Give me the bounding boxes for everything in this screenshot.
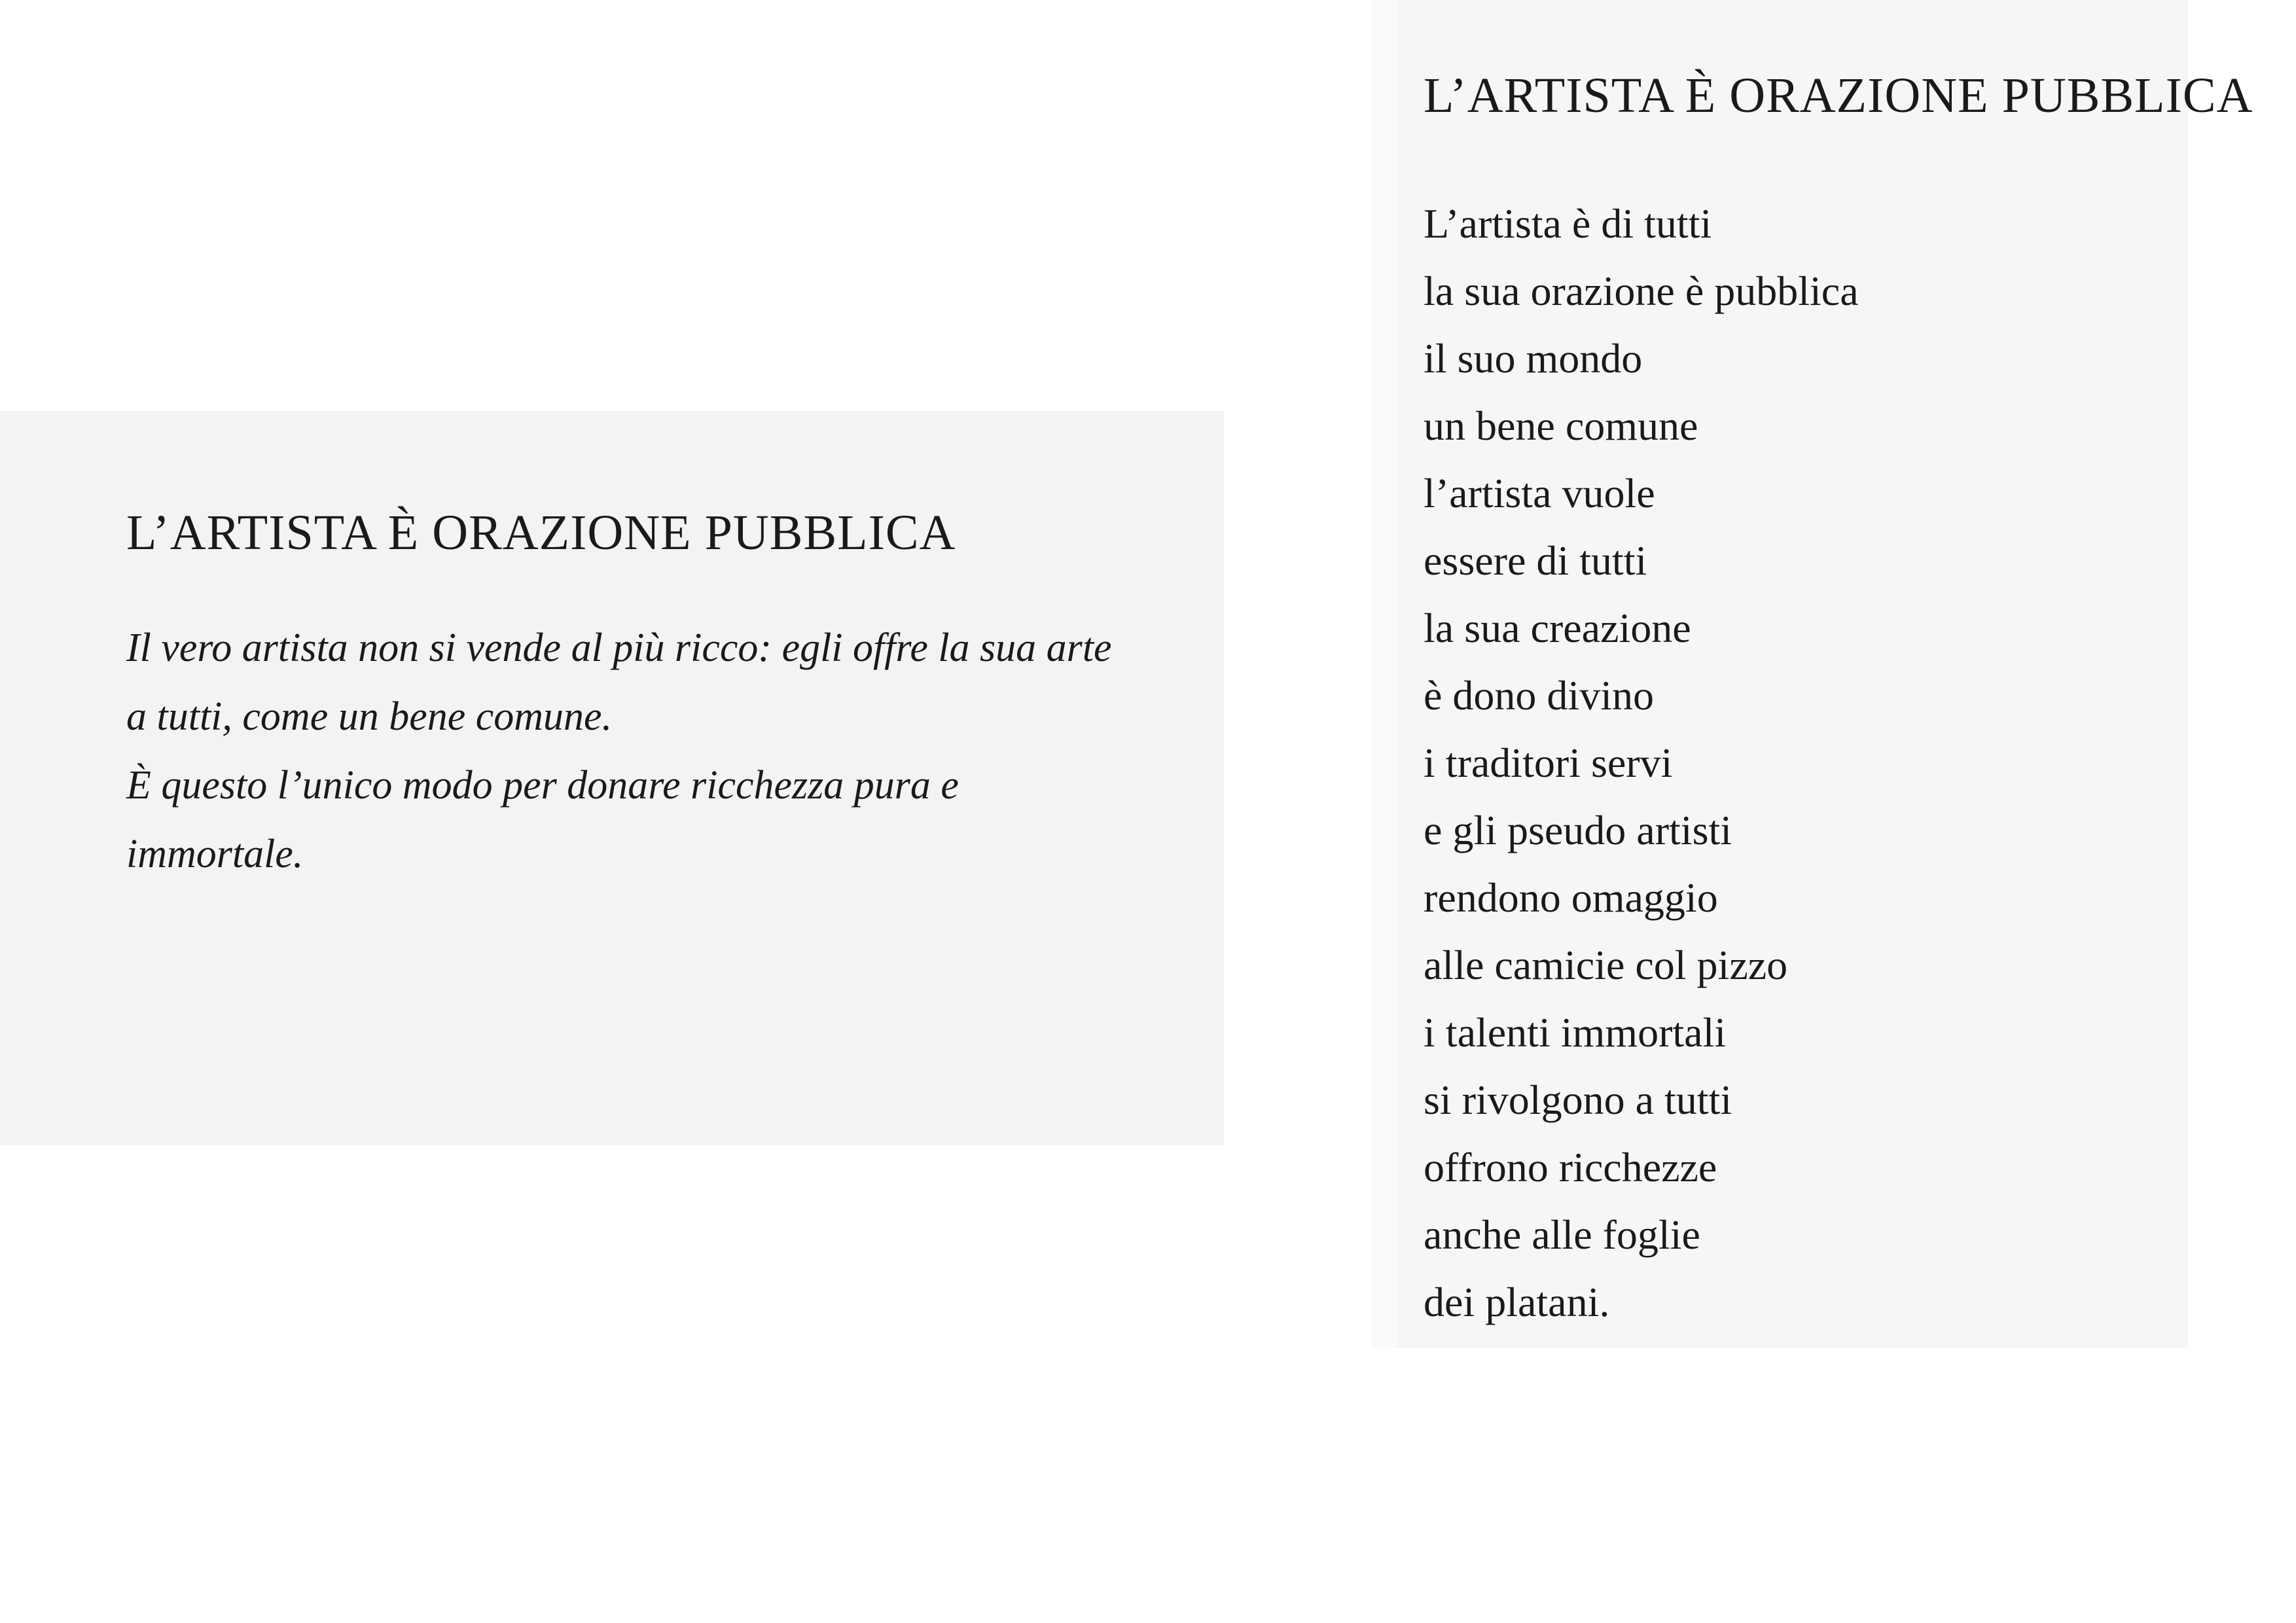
poem-line: i traditori servi [1424, 740, 1673, 786]
right-page [1384, 0, 2253, 1348]
poem-line: rendono omaggio [1424, 874, 1718, 921]
poem-line: i talenti immortali [1424, 1009, 1727, 1056]
poem-line: il suo mondo [1424, 335, 1643, 382]
poem-line: anche alle foglie [1424, 1211, 1700, 1258]
poem-line: un bene comune [1424, 402, 1698, 449]
poem [1424, 190, 1859, 1336]
poem-line: offrono ricchezze [1424, 1144, 1717, 1190]
left-page-paragraph: È questo l’unico modo per donare ricchezza pura e immortale. [126, 763, 959, 876]
poem-line: dei platani. [1424, 1279, 1610, 1325]
poem-line: L’artista è di tutti [1424, 200, 1712, 247]
poem-line: l’artista vuole [1424, 470, 1655, 516]
poem-line: essere di tutti [1424, 537, 1647, 584]
poem-line: si rivolgono a tutti [1424, 1077, 1732, 1123]
left-page-paragraph-block [126, 614, 1134, 889]
right-page-heading: L’ARTISTA È ORAZIONE PUBBLICA [1424, 68, 2253, 123]
poem-line: alle camicie col pizzo [1424, 942, 1788, 988]
left-page-paragraph: Il vero artista non si vende al più ricco: egli offre la sua arte a tutti, come un bene comune. [126, 626, 1112, 739]
left-page [0, 411, 1224, 1145]
poem-line: e gli pseudo artisti [1424, 807, 1732, 853]
left-page-heading: L’ARTISTA È ORAZIONE PUBBLICA [126, 505, 956, 560]
poem-line: la sua orazione è pubblica [1424, 268, 1859, 314]
poem-line: la sua creazione [1424, 605, 1691, 651]
poem-line: è dono divino [1424, 672, 1654, 719]
